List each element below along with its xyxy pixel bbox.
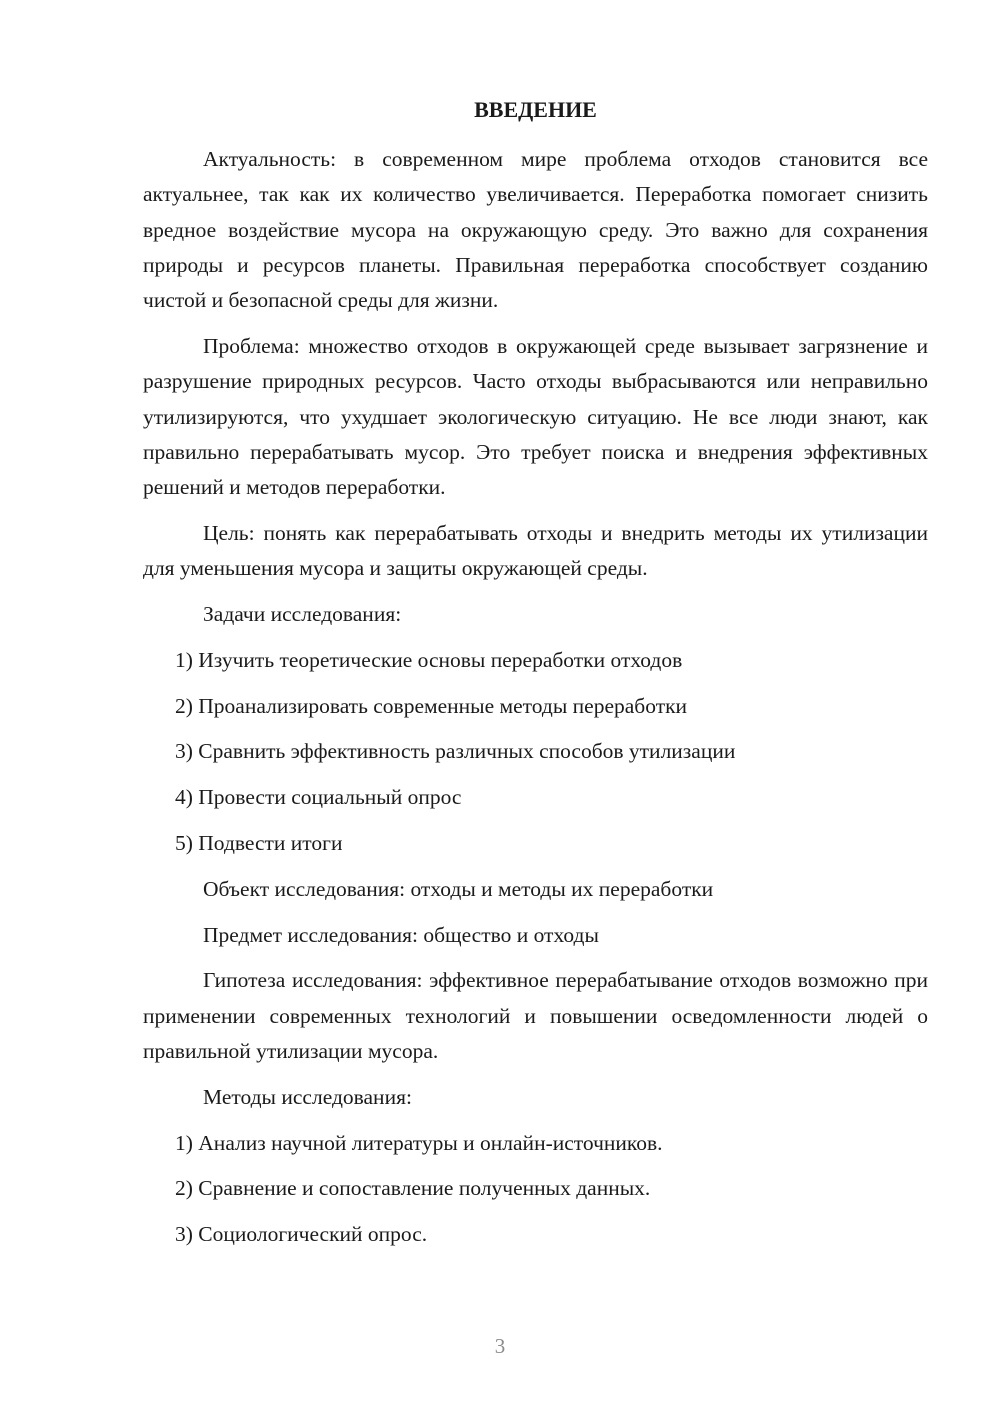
page-heading: ВВЕДЕНИЕ (474, 97, 597, 122)
goal-paragraph: Цель: понять как перерабатывать отходы и внедрить методы их утилизации для уменьшения мусора и защиты окружающей среды. (143, 520, 928, 581)
page-number: 3 (494, 1334, 506, 1358)
problem-paragraph: Проблема: множество отходов в окружающей среде вызывает загрязнение и разрушение природных ресурсов. Часто отходы выбрасываются или неправильно утилизируются, что ухудшает экологическую ситуацию. Не все люди знают, как правильно перерабатывать мусор. Это требует поиска и внедрения эффективных решений и методов переработки. (143, 333, 928, 500)
tasks-title: Задачи исследования: (203, 602, 402, 627)
object-line: Объект исследования: отходы и методы их переработки (203, 876, 714, 901)
method-item: 3) Социологический опрос. (175, 1222, 428, 1247)
task-item: 2) Проанализировать современные методы переработки (175, 693, 688, 718)
relevance-paragraph: Актуальность: в современном мире проблема отходов становится все актуальнее, так как их количество увеличивается. Переработка помогает снизить вредное воздействие мусора на окружающую среду. Это важно для сохранения природы и ресурсов планеты. Правильная переработка способствует созданию чистой и безопасной среды для жизни. (143, 147, 928, 313)
subject-line: Предмет исследования: общество и отходы (203, 922, 599, 947)
method-item: 2) Сравнение и сопоставление полученных данных. (175, 1176, 651, 1201)
hypothesis-paragraph: Гипотеза исследования: эффективное перерабатывание отходов возможно при применении современных технологий и повышении осведомленности людей о правильной утилизации мусора. (143, 968, 928, 1064)
task-item: 3) Сравнить эффективность различных способов утилизации (175, 739, 736, 764)
task-item: 4) Провести социальный опрос (175, 785, 462, 810)
page-content (143, 92, 928, 1253)
method-item: 1) Анализ научной литературы и онлайн-источников. (175, 1130, 663, 1155)
task-item: 5) Подвести итоги (175, 831, 343, 856)
task-item: 1) Изучить теоретические основы переработки отходов (175, 647, 683, 672)
methods-title: Методы исследования: (203, 1084, 412, 1109)
